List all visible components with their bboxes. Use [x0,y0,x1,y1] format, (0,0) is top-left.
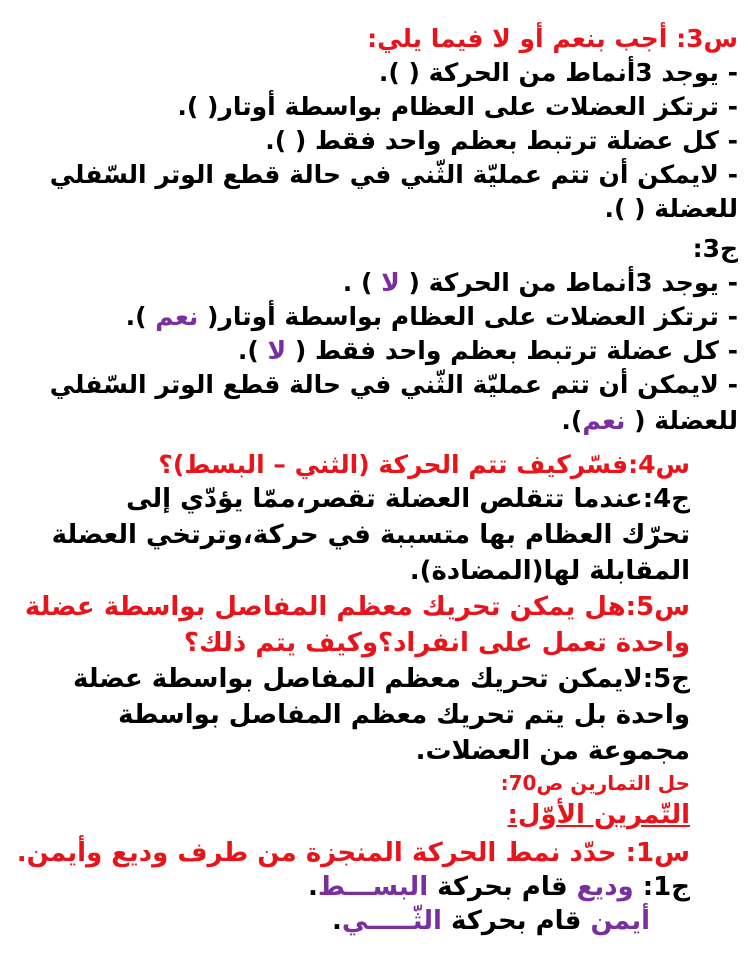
a4-line-2: تحرّك العظام بها متسببة في حركة،وترتخي العضلة [51,520,690,550]
a3-item-4-close: ). [561,406,583,435]
a3-item-2-close: ). [125,302,156,331]
a4-line-1: ج4:عندما تتقلص العضلة تقصر،ممّا يؤدّي إلى [126,484,690,514]
a3-item-1-close: ) . [342,268,382,297]
exercise-a1-name: وديع [576,872,634,902]
q5-line-2: واحدة تعمل على انفراد؟وكيف يتم ذلك؟ [183,628,690,658]
a3-item-3 [238,334,738,368]
exercise-a1-end: . [307,872,318,902]
a5-line-3: مجموعة من العضلات. [415,736,690,766]
q3-title: س3: أجب بنعم أو لا فيما يلي: [367,24,738,53]
a3-item-3-close: ). [237,336,268,365]
exercise-a1 [308,870,690,904]
exercise-a2-end: . [332,906,342,936]
a3-item-2-answer: نعم [155,302,199,331]
a3-item-4-line-1: - لايمكن أن تتم عمليّة الثّني في حالة قطع الوتر السّفلي [49,370,738,399]
q3-item-3: - كل عضلة ترتبط بعظم واحد فقط ( ). [265,126,738,155]
a3-item-3-text: - كل عضلة ترتبط بعظم واحد فقط ( [286,336,738,365]
q3-item-1: - يوجد 3أنماط من الحركة ( ). [378,58,738,87]
q3-item-4-line-1: - لايمكن أن تتم عمليّة الثّني في حالة قطع الوتر السّفلي [49,160,738,189]
exercise-a2-mid: قام بحركة [441,906,591,936]
a5-line-1: ج5:لايمكن تحريك معظم المفاصل بواسطة عضلة [72,664,690,694]
first-exercise-title: التّمرين الأوّل: [507,800,690,830]
q5-line-1: س5:هل يمكن تحريك معظم المفاصل بواسطة عضلة [24,592,690,622]
exercise-a1-movement: البســـط [317,872,429,902]
a3-item-1 [343,266,738,300]
a3-item-4-answer: نعم [582,406,626,435]
a5-line-2: واحدة بل يتم تحريك معظم المفاصل بواسطة [118,700,690,730]
exercise-a2-name: أيمن [590,906,650,936]
a3-item-2-text: - ترتكز العضلات على العظام بواسطة أوتار( [198,302,738,331]
exercise-a2 [332,904,650,938]
a3-item-1-answer: لا [381,268,400,297]
a3-item-4-text: للعضلة ( [625,406,738,435]
a3-title: ج3: [692,234,738,263]
exercise-a1-mid: قام بحركة [428,872,577,902]
exercises-heading: حل التمارين ص70: [500,771,690,795]
q4-title: س4:فسّركيف تتم الحركة (الثني – البسط)؟ [158,450,690,479]
exercise-q1: س1: حدّد نمط الحركة المنجزة من طرف وديع وأيمن. [16,838,690,868]
a3-item-4-line-2 [561,404,738,438]
a3-item-2 [126,300,738,334]
exercise-a1-label: ج1: [633,872,690,902]
a3-item-3-answer: لا [267,336,287,365]
q3-item-4-line-2: للعضلة ( ). [604,194,738,223]
q3-item-2: - ترتكز العضلات على العظام بواسطة أوتار( ). [177,92,738,121]
a4-line-3: المقابلة لها(المضادة). [409,556,690,586]
exercise-a2-movement: الثّـــــي [341,906,442,936]
a3-item-1-text: - يوجد 3أنماط من الحركة ( [399,268,738,297]
